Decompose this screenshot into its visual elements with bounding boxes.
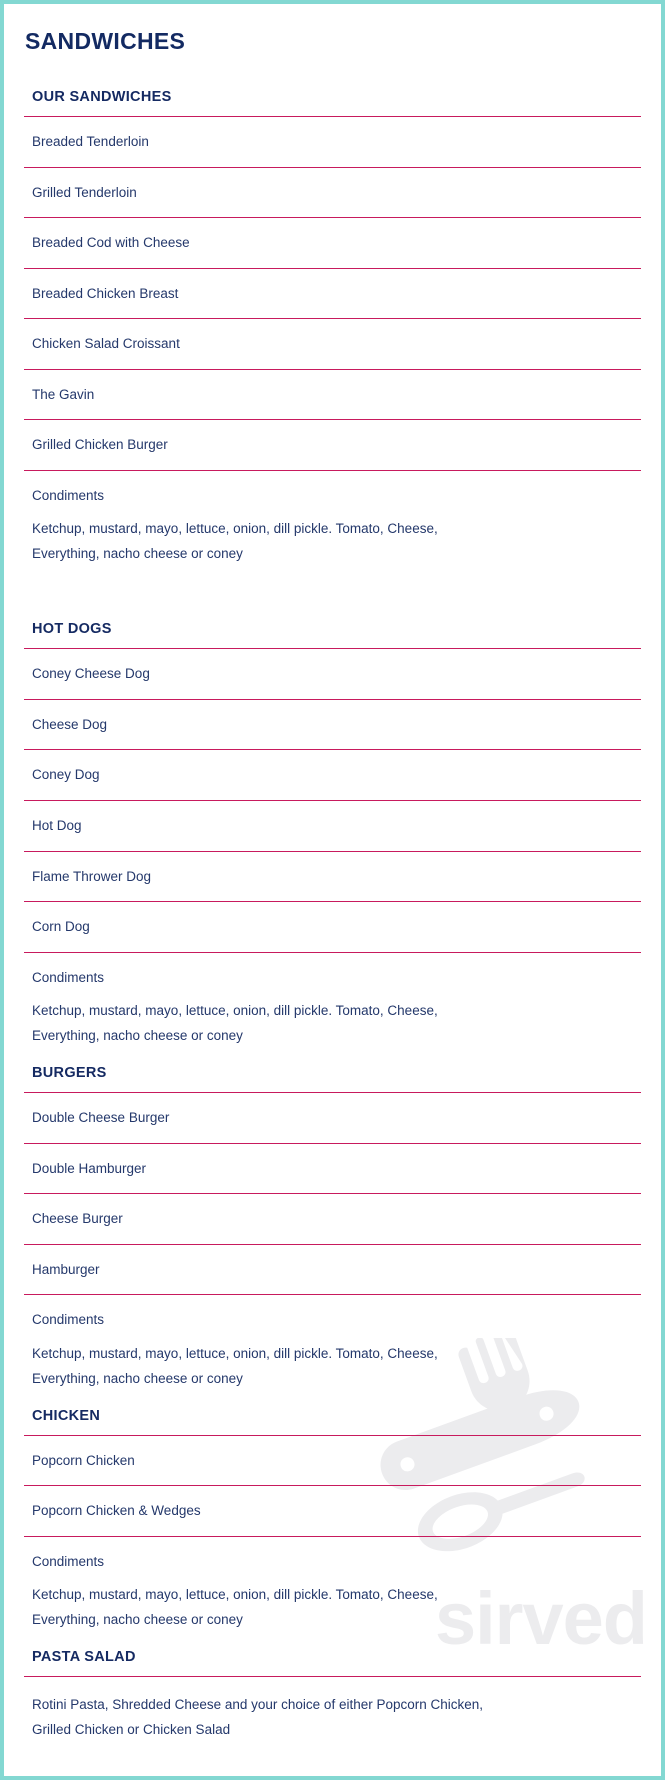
menu-item-row[interactable]: Grilled Tenderloin bbox=[24, 168, 641, 219]
menu-item-row[interactable]: Popcorn Chicken bbox=[24, 1436, 641, 1487]
menu-item-row[interactable]: Cheese Burger bbox=[24, 1194, 641, 1245]
section-description bbox=[24, 1677, 524, 1743]
watermark-label: sirved bbox=[434, 1577, 647, 1660]
menu-section bbox=[24, 1649, 641, 1743]
section-description-line: Grilled Chicken or Chicken Salad bbox=[32, 1722, 231, 1738]
condiments-description-line: Everything, nacho cheese or coney bbox=[32, 1370, 243, 1386]
condiments-label: Condiments bbox=[32, 1312, 105, 1328]
sections-container bbox=[24, 89, 641, 1743]
condiments-description-line: Everything, nacho cheese or coney bbox=[32, 546, 243, 562]
condiments-block bbox=[24, 1537, 641, 1639]
section-title: OUR SANDWICHES bbox=[24, 89, 641, 117]
condiments-label: Condiments bbox=[32, 969, 105, 985]
menu-item-row[interactable]: Coney Cheese Dog bbox=[24, 649, 641, 700]
menu-item-row[interactable]: Hot Dog bbox=[24, 801, 641, 852]
condiments-description-line: Ketchup, mustard, mayo, lettuce, onion, dill pickle. Tomato, Cheese, bbox=[32, 1003, 438, 1019]
menu-item-row[interactable]: Coney Dog bbox=[24, 750, 641, 801]
condiments-block bbox=[24, 1295, 641, 1397]
menu-item-row[interactable]: Popcorn Chicken & Wedges bbox=[24, 1486, 641, 1537]
condiments-description-line: Ketchup, mustard, mayo, lettuce, onion, dill pickle. Tomato, Cheese, bbox=[32, 521, 438, 537]
section-title: BURGERS bbox=[24, 1065, 641, 1093]
section-title: HOT DOGS bbox=[24, 621, 641, 649]
menu-item-row[interactable]: The Gavin bbox=[24, 370, 641, 421]
condiments-description-line: Ketchup, mustard, mayo, lettuce, onion, dill pickle. Tomato, Cheese, bbox=[32, 1345, 438, 1361]
menu-item-row[interactable]: Cheese Dog bbox=[24, 700, 641, 751]
section-title: CHICKEN bbox=[24, 1408, 641, 1436]
menu-item-row[interactable]: Double Cheese Burger bbox=[24, 1093, 641, 1144]
menu-item-row[interactable]: Chicken Salad Croissant bbox=[24, 319, 641, 370]
menu-item-row[interactable]: Hamburger bbox=[24, 1245, 641, 1296]
menu-section bbox=[24, 621, 641, 1055]
menu-section bbox=[24, 1065, 641, 1398]
menu-section bbox=[24, 1408, 641, 1640]
condiments-block bbox=[24, 953, 641, 1055]
section-title: PASTA SALAD bbox=[24, 1649, 641, 1677]
menu-content bbox=[4, 4, 661, 1743]
menu-item-row[interactable]: Corn Dog bbox=[24, 902, 641, 953]
condiments-label: Condiments bbox=[32, 1553, 105, 1569]
condiments-description-line: Ketchup, mustard, mayo, lettuce, onion, dill pickle. Tomato, Cheese, bbox=[32, 1587, 438, 1603]
page-title: SANDWICHES bbox=[25, 28, 186, 54]
menu-item-row[interactable]: Double Hamburger bbox=[24, 1144, 641, 1195]
menu-item-row[interactable]: Breaded Tenderloin bbox=[24, 117, 641, 168]
menu-section bbox=[24, 89, 641, 573]
section-description-line: Rotini Pasta, Shredded Cheese and your choice of either Popcorn Chicken, bbox=[32, 1697, 484, 1713]
condiments-description-line: Everything, nacho cheese or coney bbox=[32, 1612, 243, 1628]
condiments-block bbox=[24, 471, 641, 573]
condiments-description-line: Everything, nacho cheese or coney bbox=[32, 1028, 243, 1044]
menu-item-row[interactable]: Breaded Cod with Cheese bbox=[24, 218, 641, 269]
menu-item-row[interactable]: Flame Thrower Dog bbox=[24, 852, 641, 903]
menu-item-row[interactable]: Breaded Chicken Breast bbox=[24, 269, 641, 320]
menu-item-row[interactable]: Grilled Chicken Burger bbox=[24, 420, 641, 471]
condiments-label: Condiments bbox=[32, 487, 105, 503]
